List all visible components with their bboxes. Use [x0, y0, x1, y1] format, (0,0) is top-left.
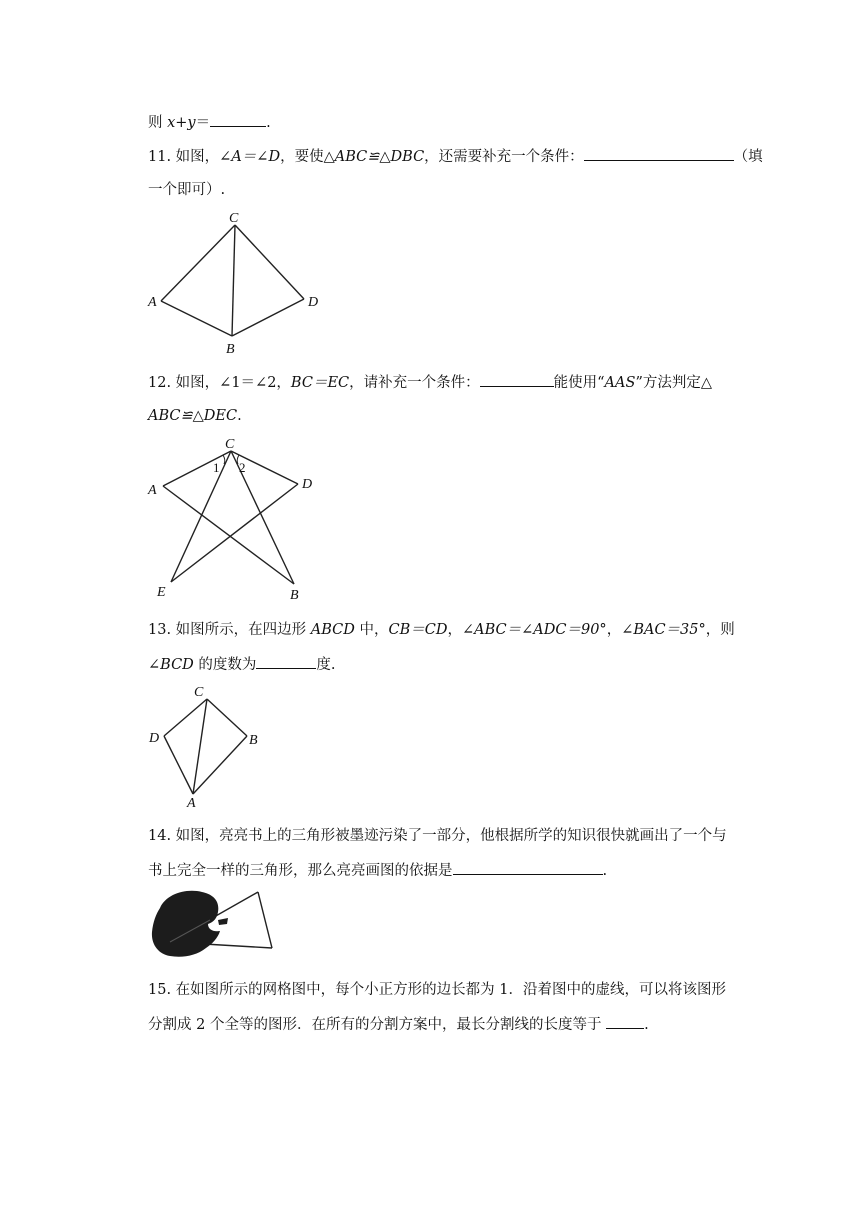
q12-figure [146, 436, 326, 606]
q10-line [148, 112, 271, 133]
q12-number: 12. [148, 375, 172, 391]
q12-text-2: ，请补充一个条件： [349, 375, 480, 391]
q13-right-angles: ∠ABC＝∠ADC＝90° [462, 622, 607, 638]
q11-congruence: △ABC≌△DBC [323, 149, 425, 165]
q13-quadrilateral: ABCD [310, 622, 355, 638]
q15-line-1 [148, 980, 726, 1000]
q13-label-a: A [187, 796, 196, 811]
q11-number: 11. [148, 149, 172, 165]
q11-edge-db [232, 299, 304, 336]
q12-label-c: C [225, 437, 235, 452]
q10-end: . [266, 115, 271, 131]
q13-text-3: ， [447, 622, 462, 638]
q10-equals: ＝ [195, 115, 211, 131]
q11-label-a: A [148, 295, 157, 310]
q12-edge-ca [163, 451, 231, 486]
q13-line-1 [148, 620, 735, 640]
q13-text-2: 中， [354, 622, 389, 638]
q14-text-2: 书上完全一样的三角形，那么亮亮画图的依据是 [148, 863, 453, 879]
q13-label-d: D [149, 731, 160, 746]
q13-angle-bac: ∠BAC＝35° [621, 622, 706, 638]
q13-text-6: 的度数为 [193, 657, 257, 673]
q12-label-a: A [148, 483, 157, 498]
q11-label-b: B [226, 342, 235, 357]
q12-text-4: ”方法判定△ [635, 375, 713, 391]
q11-edge-ca [161, 225, 235, 301]
q11-label-c: C [229, 211, 239, 226]
q12-text-1: 如图，∠1＝∠2， [171, 375, 291, 391]
q12-edge-ce [171, 451, 231, 582]
q13-text-7: 度. [316, 657, 336, 673]
q11-condition-angles: ∠A＝∠D [219, 149, 281, 165]
q15-line-2 [148, 1014, 649, 1035]
ink-blot-drip [218, 918, 228, 925]
q13-angle-bcd: ∠BCD [148, 657, 194, 673]
q12-line-2 [148, 406, 242, 426]
q11-edge-ab [161, 301, 232, 336]
q15-answer-blank[interactable] [606, 1014, 644, 1029]
q10-expression: x+y [167, 115, 196, 131]
q12-angle-1-arc [223, 455, 225, 464]
q15-number: 15. [148, 982, 172, 998]
q13-edge-da [164, 736, 193, 794]
q11-edge-cb [232, 225, 235, 336]
q10-answer-blank[interactable] [210, 112, 266, 127]
q12-label-b: B [290, 588, 299, 603]
q12-edge-ab [163, 486, 294, 584]
q12-answer-blank[interactable] [480, 372, 554, 387]
q15-text-1: 在如图所示的网格图中，每个小正方形的边长都为 1．沿着图中的虚线，可以将该图形 [171, 982, 727, 998]
q12-congruence: ABC≌△DEC [148, 408, 238, 424]
q14-line-1 [148, 826, 727, 846]
q11-figure [146, 208, 326, 358]
q11-line-2 [148, 180, 225, 200]
q11-text-1: 如图， [171, 149, 220, 165]
q12-text-5: . [237, 408, 242, 424]
q11-label-d: D [308, 295, 319, 310]
q11-text-4: （填 [733, 149, 763, 165]
q12-angle-label-2: 2 [239, 460, 246, 475]
q13-edge-cd [164, 699, 207, 736]
q13-answer-blank[interactable] [256, 654, 316, 669]
q15-text-3: . [644, 1017, 649, 1033]
q13-text-5: ，则 [705, 622, 735, 638]
q13-label-c: C [194, 685, 204, 700]
q12-line-1 [148, 372, 712, 393]
q14-figure [148, 884, 283, 964]
q12-method: AAS [604, 375, 636, 391]
q11-line-1 [148, 146, 763, 167]
q13-edge-ca [193, 699, 207, 794]
q14-text-1: 如图，亮亮书上的三角形被墨迹污染了一部分，他根据所学的知识很快就画出了一个与 [171, 828, 727, 844]
q15-text-2: 分割成 2 个全等的图形．在所有的分割方案中，最长分割线的长度等于 [148, 1017, 607, 1033]
q13-label-b: B [249, 733, 258, 748]
q12-label-e: E [157, 585, 166, 600]
ink-blot [152, 891, 220, 957]
q13-equal-sides: CB＝CD [388, 622, 448, 638]
q14-number: 14. [148, 828, 172, 844]
q13-figure [146, 682, 266, 812]
q12-text-3: 能使用“ [553, 375, 605, 391]
q13-edge-ba [193, 736, 247, 794]
q10-prefix: 则 [148, 115, 168, 131]
q11-text-5: 一个即可）. [148, 182, 226, 198]
q12-label-d: D [302, 477, 313, 492]
q13-line-2 [148, 654, 336, 675]
q13-number: 13. [148, 622, 172, 638]
q14-edge-right [258, 892, 272, 948]
q14-line-2 [148, 860, 607, 881]
q12-angle-label-1: 1 [213, 460, 220, 475]
q13-text-1: 如图所示，在四边形 [171, 622, 311, 638]
q11-edge-cd [235, 225, 304, 299]
q11-text-3: ，还需要补充一个条件： [424, 149, 584, 165]
q11-answer-blank[interactable] [584, 146, 734, 161]
q14-answer-blank[interactable] [453, 860, 603, 875]
q11-text-2: ，要使 [280, 149, 324, 165]
q12-edge-de [171, 484, 298, 582]
q14-text-3: . [602, 863, 608, 879]
q12-condition-sides: BC＝EC [290, 375, 350, 391]
q13-text-4: ， [606, 622, 622, 638]
q13-edge-cb [207, 699, 247, 736]
